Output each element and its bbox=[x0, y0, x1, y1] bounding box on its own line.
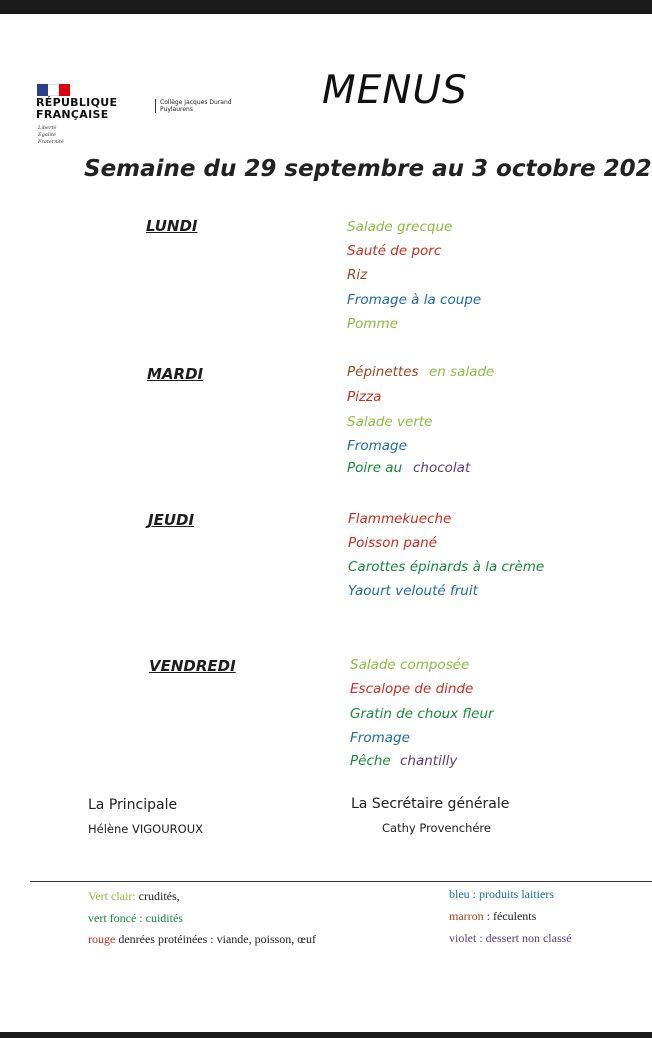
divider bbox=[30, 881, 652, 882]
dish-item: chantilly bbox=[400, 753, 458, 769]
dish-item: Salade verte bbox=[347, 414, 433, 430]
dish-item: Fromage à la coupe bbox=[347, 292, 482, 308]
legend-violet: violet : dessert non classé bbox=[449, 931, 572, 945]
marianne-flag-icon bbox=[37, 84, 70, 96]
motto-egalite: Égalité bbox=[38, 132, 56, 138]
legend-rouge-key: rouge bbox=[88, 932, 116, 946]
dish-item: Sauté de porc bbox=[347, 243, 442, 259]
legend-rouge bbox=[88, 932, 316, 947]
legend-rouge-desc: denrées protéinées : viande, poisson, œuf bbox=[115, 932, 316, 946]
republique-francaise-logo bbox=[36, 97, 117, 121]
signature-left-name: Hélène VIGOUROUX bbox=[88, 822, 203, 836]
motto-fraternite: Fraternité bbox=[38, 139, 64, 145]
bottom-bar bbox=[0, 1032, 652, 1038]
dish-item: Escalope de dinde bbox=[350, 681, 474, 697]
college-block bbox=[155, 99, 232, 113]
legend-marron bbox=[449, 909, 536, 924]
dish-item: Poire au bbox=[347, 460, 403, 476]
dish-item: Pépinettes bbox=[347, 364, 419, 380]
motto-liberte: Liberté bbox=[38, 125, 57, 131]
motto bbox=[38, 125, 64, 146]
dish-item: Salade grecque bbox=[347, 219, 453, 235]
college-city: Puylaurens bbox=[160, 106, 193, 113]
day-label-jeudi: JEUDI bbox=[148, 511, 195, 529]
dish-item: Riz bbox=[347, 267, 368, 283]
college-name: Collège Jacques Durand bbox=[160, 99, 232, 106]
republique-line1: RÉPUBLIQUE bbox=[36, 96, 118, 109]
republique-line2: FRANÇAISE bbox=[36, 108, 109, 121]
day-label-vendredi: VENDREDI bbox=[149, 657, 236, 675]
legend-bleu: bleu : produits laitiers bbox=[449, 887, 554, 901]
dish-item: chocolat bbox=[413, 460, 471, 476]
week-heading: Semaine du 29 septembre au 3 octobre 202 bbox=[84, 156, 652, 182]
dish-item: en salade bbox=[429, 364, 495, 380]
legend-vert-clair-key: Vert clair: bbox=[88, 889, 136, 903]
dish-item: Fromage bbox=[347, 438, 407, 454]
top-bar bbox=[0, 0, 652, 14]
signature-right-name: Cathy Provenchére bbox=[382, 821, 491, 835]
dish-item: Pizza bbox=[347, 389, 382, 405]
dish-item: Flammekueche bbox=[348, 511, 452, 527]
dish-item: Gratin de choux fleur bbox=[350, 706, 494, 722]
legend-marron-key: marron bbox=[449, 909, 484, 923]
day-label-lundi: LUNDI bbox=[146, 217, 198, 235]
dish-item: Yaourt velouté fruit bbox=[348, 583, 478, 599]
dish-item: Carottes épinards à la crème bbox=[348, 559, 545, 575]
legend-vert-clair-desc: crudités, bbox=[135, 889, 180, 903]
dish-item: Salade composée bbox=[350, 657, 470, 673]
dish-item: Pêche bbox=[350, 753, 391, 769]
page-title: MENUS bbox=[322, 68, 468, 113]
legend-vert-fonce: vert foncé : cuidités bbox=[88, 911, 183, 925]
legend-marron-desc: : féculents bbox=[483, 909, 537, 923]
signature-left-role: La Principale bbox=[88, 797, 178, 813]
day-label-mardi: MARDI bbox=[147, 365, 204, 383]
dish-item: Fromage bbox=[350, 730, 410, 746]
dish-item: Pomme bbox=[347, 316, 399, 332]
signature-right-role: La Secrétaire générale bbox=[351, 796, 510, 812]
dish-item: Poisson pané bbox=[348, 535, 438, 551]
legend-vert-clair bbox=[88, 889, 180, 904]
